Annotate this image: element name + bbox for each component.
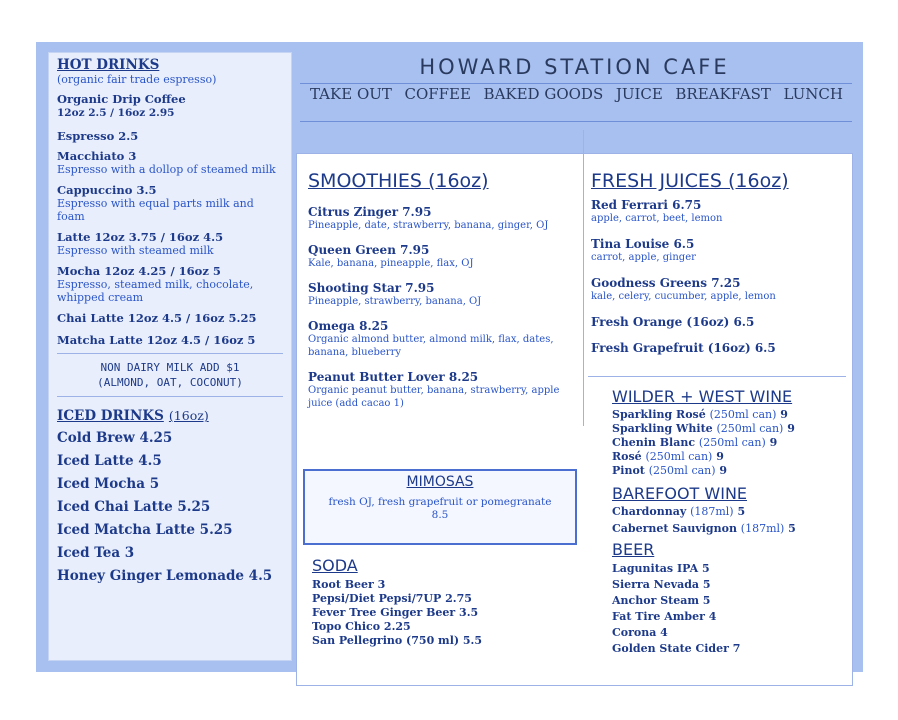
soda-section [312,556,580,648]
header-rule [300,121,852,122]
smoothies-title: SMOOTHIES (16oz) [308,170,489,192]
menu-item: Latte 12oz 3.75 / 16oz 4.5 Espresso with steamed milk [57,230,224,257]
column-divider [583,130,584,426]
menu-item: Omega 8.25 Organic almond butter, almond milk, flax, dates, banana, blueberry [308,319,554,358]
menu-item: Red Ferrari 6.75 apple, carrot, beet, lemon [591,198,723,224]
menu-item: Cold Brew 4.25 [57,430,173,446]
divider [57,396,283,397]
menu-item: Peanut Butter Lover 8.25 Organic peanut butter, banana, strawberry, apple juice (add cacao 1) [308,370,560,409]
menu-item: Iced Matcha Latte 5.25 [57,522,233,538]
menu-item: Queen Green 7.95 Kale, banana, pineapple, flax, OJ [308,243,474,269]
divider [57,353,283,354]
menu-item: Sparkling White (250ml can) 9 [612,422,795,435]
menu-item: Citrus Zinger 7.95 Pineapple, date, strawberry, banana, ginger, OJ [308,205,549,231]
menu-item: Iced Tea 3 [57,545,135,561]
menu-item: Lagunitas IPA 5 [612,562,710,575]
mimosas-desc: fresh OJ, fresh grapefruit or pomegranate [328,496,552,508]
smoothies-section [308,170,580,410]
menu-item: Chardonnay (187ml) 5 [612,505,746,518]
hot-drinks-title: HOT DRINKS [57,57,160,73]
menu-item: Fever Tree Ginger Beer 3.5 [312,606,479,619]
iced-drinks-size: (16oz) [168,408,209,423]
menu-item: Cappuccino 3.5 Espresso with equal parts milk and foam [57,183,254,223]
menu-item: Matcha Latte 12oz 4.5 / 16oz 5 [57,333,256,347]
mimosas-title: MIMOSAS [406,474,474,490]
menu-item: Chai Latte 12oz 4.5 / 16oz 5.25 [57,311,257,325]
menu-item: Goodness Greens 7.25 kale, celery, cucumber, apple, lemon [591,276,776,302]
nav-baked-goods: BAKED GOODS [483,85,604,103]
mimosas-box [303,469,577,545]
menu-item: Mocha 12oz 4.25 / 16oz 5 Espresso, steamed milk, chocolate, whipped cream [57,264,254,304]
header-rule [300,83,852,84]
fresh-juices-section [591,170,849,355]
menu-item: Corona 4 [612,626,668,639]
menu-item: Fat Tire Amber 4 [612,610,717,623]
barefoot-wine-title: BAREFOOT WINE [612,484,748,503]
menu-item: Pinot (250ml can) 9 [612,464,728,477]
nav-breakfast: BREAKFAST [675,85,771,103]
non-dairy-note: NON DAIRY MILK ADD $1 (ALMOND, OAT, COCONUT) [97,361,243,389]
page-title: HOWARD STATION CAFE [419,55,730,79]
hot-drinks-column [48,52,292,661]
menu-item: Tina Louise 6.5 carrot, apple, ginger [591,237,696,263]
drinks-section [612,387,848,657]
menu-item: Sierra Nevada 5 [612,578,711,591]
iced-drinks-title: ICED DRINKS [57,408,164,424]
nav-juice: JUICE [615,85,663,103]
mimosas-price: 8.5 [431,509,449,521]
divider [588,376,846,377]
menu-item: Organic Drip Coffee 12oz 2.5 / 16oz 2.95 [57,92,186,119]
menu-item: Pepsi/Diet Pepsi/7UP 2.75 [312,592,472,605]
menu-item: Root Beer 3 [312,578,386,591]
nav-coffee: COFFEE [404,85,471,103]
menu-item: Iced Latte 4.5 [57,453,162,469]
menu-item: Iced Mocha 5 [57,476,160,492]
iced-drinks-heading [57,405,283,424]
menu-item: Golden State Cider 7 [612,642,741,655]
menu-item: Sparkling Rosé (250ml can) 9 [612,408,788,421]
menu-item: Cabernet Sauvignon (187ml) 5 [612,522,796,535]
wilder-west-wine-title: WILDER + WEST WINE [612,387,793,406]
soda-title: SODA [312,556,358,575]
nav-take-out: TAKE OUT [310,85,392,103]
menu-item: Espresso 2.5 [57,129,139,143]
menu-item: Macchiato 3 Espresso with a dollop of steamed milk [57,149,276,176]
hot-drinks-subtitle: (organic fair trade espresso) [57,73,217,86]
nav-lunch: LUNCH [783,85,843,103]
menu-item: Fresh Orange (16oz) 6.5 [591,315,755,329]
menu-item: Anchor Steam 5 [612,594,711,607]
beer-title: BEER [612,540,655,559]
menu-item: Shooting Star 7.95 Pineapple, strawberry, banana, OJ [308,281,482,307]
fresh-juices-title: FRESH JUICES (16oz) [591,170,789,192]
menu-item: Topo Chico 2.25 [312,620,411,633]
menu-item: Fresh Grapefruit (16oz) 6.5 [591,341,776,355]
menu-item: Honey Ginger Lemonade 4.5 [57,568,273,584]
page-header [292,52,857,120]
menu-item: San Pellegrino (750 ml) 5.5 [312,634,483,647]
menu-item: Rosé (250ml can) 9 [612,450,724,463]
menu-item: Iced Chai Latte 5.25 [57,499,211,515]
menu-item: Chenin Blanc (250ml can) 9 [612,436,778,449]
